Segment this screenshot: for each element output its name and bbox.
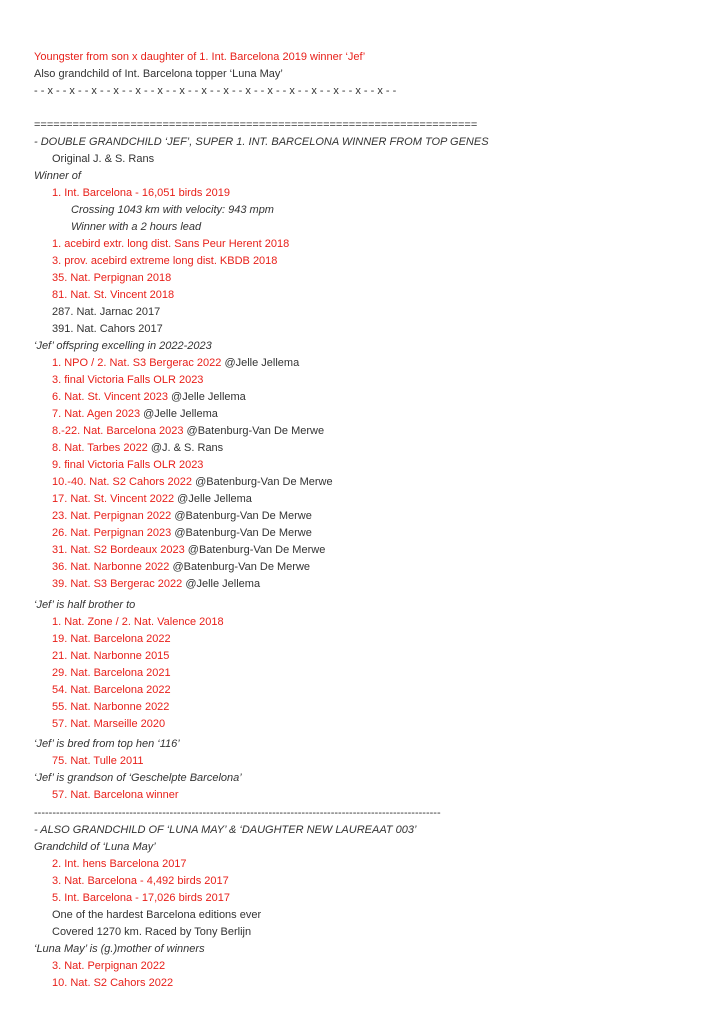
offspring-owner: @Jelle Jellema bbox=[224, 357, 300, 369]
win-item-plain: 391. Nat. Cahors 2017 bbox=[52, 323, 163, 335]
half-brother-item: 54. Nat. Barcelona 2022 bbox=[52, 684, 171, 696]
offspring-owner: @Jelle Jellema bbox=[143, 408, 218, 420]
mother-label: ‘Luna May’ is (g.)mother of winners bbox=[34, 943, 205, 955]
offspring-result: 6. Nat. St. Vincent 2023 bbox=[52, 391, 168, 403]
offspring-item bbox=[52, 441, 223, 456]
offspring-item bbox=[52, 526, 312, 541]
offspring-result: 26. Nat. Perpignan 2023 bbox=[52, 527, 172, 539]
half-brother-item: 21. Nat. Narbonne 2015 bbox=[52, 650, 170, 662]
offspring-item bbox=[52, 407, 218, 422]
offspring-item bbox=[52, 577, 260, 592]
offspring-result: 39. Nat. S3 Bergerac 2022 bbox=[52, 578, 183, 590]
grandson-item: 57. Nat. Barcelona winner bbox=[52, 789, 179, 801]
win-note: Winner with a 2 hours lead bbox=[71, 221, 202, 233]
offspring-owner: @Batenburg-Van De Merwe bbox=[174, 527, 312, 539]
intro-title: Youngster from son x daughter of 1. Int. Barcelona 2019 winner ‘Jef’ bbox=[34, 51, 366, 63]
win-main: 1. Int. Barcelona - 16,051 birds 2019 bbox=[52, 187, 230, 199]
win-item: 3. prov. acebird extreme long dist. KBDB 2018 bbox=[52, 255, 278, 267]
luna-result: 2. Int. hens Barcelona 2017 bbox=[52, 858, 187, 870]
offspring-item bbox=[52, 424, 324, 439]
x-separator: - - x - - x - - x - - x - - x - - x - - x - - x - - x - - x - - x - - x - - x - - x - - x - - x - - bbox=[34, 85, 397, 97]
win-item-plain: 287. Nat. Jarnac 2017 bbox=[52, 306, 161, 318]
equals-divider: ===================================================================== bbox=[34, 119, 478, 131]
luna-note: Covered 1270 km. Raced by Tony Berlijn bbox=[52, 926, 252, 938]
offspring-result: 8. Nat. Tarbes 2022 bbox=[52, 442, 148, 454]
offspring-owner: @Batenburg-Van De Merwe bbox=[195, 476, 333, 488]
luna-result: 3. Nat. Barcelona - 4,492 birds 2017 bbox=[52, 875, 229, 887]
offspring-item bbox=[52, 560, 310, 575]
offspring-result: 7. Nat. Agen 2023 bbox=[52, 408, 141, 420]
mother-result: 3. Nat. Perpignan 2022 bbox=[52, 960, 166, 972]
offspring-item bbox=[52, 475, 333, 490]
offspring-result: 36. Nat. Narbonne 2022 bbox=[52, 561, 170, 573]
offspring-item bbox=[52, 458, 203, 473]
offspring-item bbox=[52, 373, 203, 388]
offspring-item bbox=[52, 356, 299, 371]
half-brother-item: 29. Nat. Barcelona 2021 bbox=[52, 667, 171, 679]
offspring-result: 17. Nat. St. Vincent 2022 bbox=[52, 493, 175, 505]
winner-of-label: Winner of bbox=[34, 170, 81, 182]
bred-from-item: 75. Nat. Tulle 2011 bbox=[52, 755, 144, 767]
offspring-result: 31. Nat. S2 Bordeaux 2023 bbox=[52, 544, 185, 556]
bred-from-label: ‘Jef’ is bred from top hen ‘116’ bbox=[34, 738, 180, 750]
luna-note: One of the hardest Barcelona editions ever bbox=[52, 909, 262, 921]
offspring-label: ‘Jef’ offspring excelling in 2022-2023 bbox=[34, 340, 212, 352]
half-brother-item: 1. Nat. Zone / 2. Nat. Valence 2018 bbox=[52, 616, 224, 628]
win-item: 35. Nat. Perpignan 2018 bbox=[52, 272, 172, 284]
offspring-result: 23. Nat. Perpignan 2022 bbox=[52, 510, 172, 522]
win-note: Crossing 1043 km with velocity: 943 mpm bbox=[71, 204, 274, 216]
section1-heading: - DOUBLE GRANDCHILD ‘JEF’, SUPER 1. INT. BARCELONA WINNER FROM TOP GENES bbox=[34, 136, 489, 148]
offspring-result: 8.-22. Nat. Barcelona 2023 bbox=[52, 425, 184, 437]
offspring-item bbox=[52, 509, 312, 524]
offspring-owner: @Batenburg-Van De Merwe bbox=[187, 544, 326, 556]
offspring-owner: @Batenburg-Van De Merwe bbox=[172, 561, 311, 573]
offspring-item bbox=[52, 390, 246, 405]
half-brother-item: 19. Nat. Barcelona 2022 bbox=[52, 633, 171, 645]
offspring-result: 9. final Victoria Falls OLR 2023 bbox=[52, 459, 204, 471]
dash-divider: --------------------------------------------------------------------------------------------------------------- bbox=[34, 807, 441, 819]
offspring-owner: @Batenburg-Van De Merwe bbox=[186, 425, 325, 437]
offspring-item bbox=[52, 492, 252, 507]
intro-subtitle: Also grandchild of Int. Barcelona topper ‘Luna May’ bbox=[34, 68, 283, 80]
offspring-result: 1. NPO / 2. Nat. S3 Bergerac 2022 bbox=[52, 357, 222, 369]
offspring-owner: @Jelle Jellema bbox=[185, 578, 261, 590]
luna-result: 5. Int. Barcelona - 17,026 birds 2017 bbox=[52, 892, 230, 904]
offspring-item bbox=[52, 543, 325, 558]
mother-result: 10. Nat. S2 Cahors 2022 bbox=[52, 977, 174, 989]
win-item: 81. Nat. St. Vincent 2018 bbox=[52, 289, 175, 301]
grandson-label: ‘Jef’ is grandson of ‘Geschelpte Barcelona’ bbox=[34, 772, 242, 784]
win-item: 1. acebird extr. long dist. Sans Peur Herent 2018 bbox=[52, 238, 290, 250]
offspring-owner: @Jelle Jellema bbox=[177, 493, 252, 505]
half-brother-item: 57. Nat. Marseille 2020 bbox=[52, 718, 166, 730]
offspring-owner: @J. & S. Rans bbox=[150, 442, 224, 454]
half-brother-label: ‘Jef’ is half brother to bbox=[34, 599, 136, 611]
offspring-owner: @Jelle Jellema bbox=[171, 391, 246, 403]
offspring-result: 3. final Victoria Falls OLR 2023 bbox=[52, 374, 204, 386]
half-brother-item: 55. Nat. Narbonne 2022 bbox=[52, 701, 170, 713]
grandchild-label: Grandchild of ‘Luna May’ bbox=[34, 841, 156, 853]
offspring-result: 10.-40. Nat. S2 Cahors 2022 bbox=[52, 476, 193, 488]
offspring-owner: @Batenburg-Van De Merwe bbox=[174, 510, 312, 522]
section2-heading: - ALSO GRANDCHILD OF ‘LUNA MAY’ & ‘DAUGHTER NEW LAUREAAT 003’ bbox=[34, 824, 417, 836]
origin-line: Original J. & S. Rans bbox=[52, 153, 155, 165]
